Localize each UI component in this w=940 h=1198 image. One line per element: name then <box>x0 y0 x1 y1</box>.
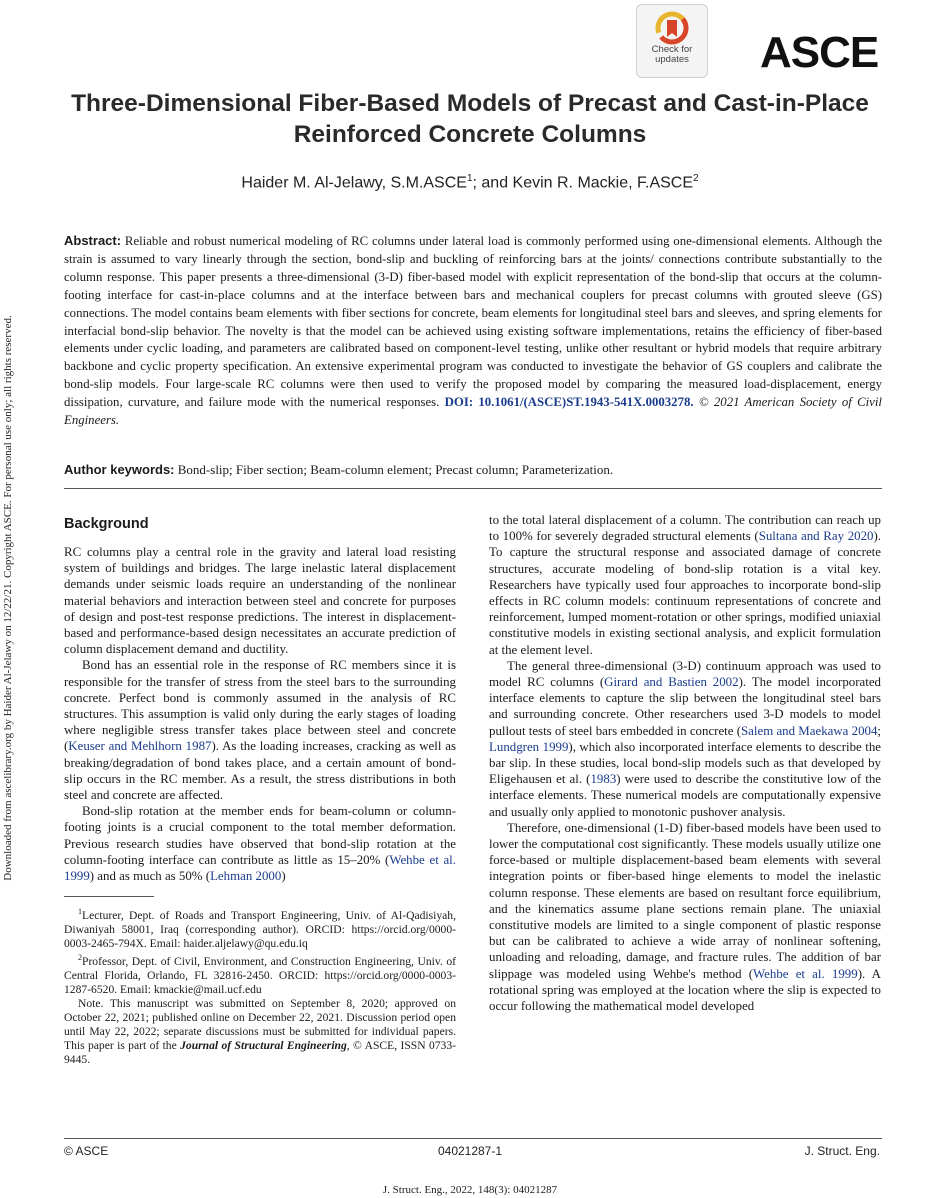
author-2: Kevin R. Mackie, F.ASCE <box>512 174 694 192</box>
divider <box>64 488 882 489</box>
author-1-sup: 1 <box>466 173 473 184</box>
asce-logo: ASCE <box>760 28 879 77</box>
citation-link[interactable]: Lehman 2000 <box>210 869 282 884</box>
citation-link[interactable]: Wehbe et al. 1999 <box>64 852 456 884</box>
paragraph <box>489 512 881 658</box>
paper-title: Three-Dimensional Fiber-Based Models of Precast and Cast-in-Place Reinforced Concrete Columns <box>71 90 869 148</box>
text: Bond-slip rotation at the member ends for beam-column or column-footing joints is a crucial component to the total member deformation. Previous research studies have observed that bond-slip rotation at the column-footing interface can contribute as little as 15–20% ( <box>64 804 456 867</box>
keywords-text: Bond-slip; Fiber section; Beam-column element; Precast column; Parameterization. <box>177 462 614 477</box>
abstract-text: Reliable and robust numerical modeling of RC columns under lateral load is commonly performed using one-dimensional elements. Although the strain is assumed to vary linearly through the section, bond-slip and buckling of reinforcing bars at the joints/ connections contribute substantially to the column response. This paper presents a three-dimensional (3-D) fiber-based model with explicit representation of the bond-slip that occurs at the column-footing interface for cast-in-place columns and at the interface between bars and mechanical couplers for precast columns with grouted sleeve (GS) connections. The model contains beam elements with fiber sections for concrete, beam elements for longitudinal steel bars and sleeves, and spring elements for interfacial bond-slip behavior. The novelty is that the model can be achieved using existing software implementations, retains the efficiency of fiber-based elements under cyclic loading, and parameters are calibrated based on component-level testing, unlike other resultant or hybrid models that require arbitrary backbone and cyclic property specification. An extensive experimental program was conducted to investigate the behavior of GS couplers and calibrate the bond-slip models. Four large-scale RC columns were then used to verify the proposed model by comparing the measured load-displacement, energy dissipation, curvature, and failure mode with the numerical responses. <box>64 234 883 410</box>
paragraph <box>64 657 456 803</box>
badge-line2: updates <box>655 54 689 65</box>
abstract-label: Abstract: <box>64 233 122 248</box>
footnote-2-sup: 2 <box>78 953 82 963</box>
paragraph <box>489 820 881 1014</box>
check-for-updates-badge[interactable] <box>636 4 708 78</box>
citation-link[interactable]: Sultana and Ray 2020 <box>758 529 874 544</box>
download-notice: Downloaded from ascelibrary.org by Haider Al-Jelawy on 12/22/21. Copyright ASCE. For personal use only; all rights reserved. <box>2 315 14 881</box>
citation-link[interactable]: Lundgren 1999 <box>489 739 569 754</box>
text: ) <box>281 869 286 884</box>
author-keywords <box>64 462 882 478</box>
journal-name: Journal of Structural Engineering <box>180 1038 347 1052</box>
author-separator: ; and <box>472 174 513 192</box>
author-1: Haider M. Al-Jelawy, S.M.ASCE <box>241 174 467 192</box>
citation-link[interactable]: Salem and Maekawa 2004 <box>741 723 878 738</box>
left-column <box>64 512 456 1067</box>
section-heading: Background <box>64 516 149 532</box>
text: ). The model incorporated interface elements to capture the slip between the longitudinal steel bars and surrounding concrete. Other researchers used 3-D models to model pullout tests of steel bars embedded in concrete ( <box>489 675 881 738</box>
footnote-divider <box>64 896 154 897</box>
citation-link[interactable]: Girard and Bastien 2002 <box>604 675 739 690</box>
paragraph <box>64 803 456 884</box>
text: ). A rotational spring was employed at the location where the slip is expected to occur following the mathematical model developed <box>489 966 881 1014</box>
footnote-2-text: Professor, Dept. of Civil, Environment, and Construction Engineering, Univ. of Central Florida, Orlando, FL 32816-2450. ORCID: https://orcid.org/0000-0003-1287-6520. Email: kmackie@mail.ucf.edu <box>64 954 456 996</box>
footnote-1 <box>64 905 456 951</box>
citation-footer: J. Struct. Eng., 2022, 148(3): 04021287 <box>382 1184 558 1196</box>
citation-link[interactable]: 1983 <box>590 772 617 787</box>
bookmark-ring-icon <box>655 11 689 45</box>
text: ). As the loading increases, cracking as well as breaking/degradation of bond takes place, and a certain amount of bond-slip occurs in the RC member. As a result, the stress distributions in both steel and concrete are affected. <box>64 739 456 803</box>
note-end: , © ASCE, ISSN 0733-9445. <box>64 1038 457 1066</box>
footer-page-id: 04021287-1 <box>437 1144 503 1158</box>
footnote-2 <box>64 951 456 997</box>
text: Therefore, one-dimensional (1-D) fiber-based models have been used to lower the computational cost significantly. These models usually utilize one force-based or multiple displacement-based beam elements with several integration points or fiber-based hinge elements to model the inelastic column response. These elements are based on resultant force equilibrium, and the kinematics assume plane sections remain plane. The uniaxial constitutive models are limited to a single component of plastic response but can be calibrated to achieve a wide array of nonlinear softening, unloading and reloading, damage, and fracture rules. The addition of bar slippage was modeled using Wehbe's method ( <box>489 820 881 981</box>
note-text: Note. This manuscript was submitted on September 8, 2020; approved on October 22, 2021; published online on December 22, 2021. Discussion period open until May 22, 2022; separate discussions must be submitted for individual papers. This paper is part of the <box>64 996 456 1052</box>
text: ) and as much as 50% ( <box>89 869 211 884</box>
author-line <box>60 173 880 192</box>
right-column <box>489 512 881 1014</box>
citation-link[interactable]: Keuser and Mehlhorn 1987 <box>68 739 212 754</box>
footnote-1-sup: 1 <box>78 907 82 917</box>
text: The general three-dimensional (3-D) continuum approach was used to model RC columns ( <box>489 658 881 690</box>
text: ), which also incorporated interface elements to describe the bar slip. In these studies, local bond-slip models such as that developed by Eligehausen et al. ( <box>489 739 881 787</box>
author-2-sup: 2 <box>693 173 699 184</box>
doi-link[interactable]: DOI: 10.1061/(ASCE)ST.1943-541X.0003278. <box>444 395 694 410</box>
text: Bond has an essential role in the response of RC members since it is responsible for the transfer of stress from the steel bars to the surrounding concrete. Perfect bond is commonly assumed in the analysis of RC structures. This assumption is valid only during the early stages of loading where negligible stress transfer takes place between steel and concrete ( <box>64 658 456 754</box>
abstract-copyright: © 2021 American Society of Civil Engineers. <box>64 395 882 428</box>
citation-link[interactable]: Wehbe et al. 1999 <box>753 966 858 981</box>
paragraph <box>489 658 881 820</box>
keywords-label: Author keywords: <box>64 462 175 477</box>
footer-journal: J. Struct. Eng. <box>804 1144 880 1158</box>
text: ) were used to describe the constitutive low of the interface elements. These numerical models are computationally expensive and usually only applied to monotonic pushover analysis. <box>489 772 881 819</box>
abstract <box>64 232 882 430</box>
footer-divider <box>64 1138 882 1139</box>
text: to the total lateral displacement of a column. The contribution can reach up to 100% for severely degraded structural elements ( <box>489 513 881 544</box>
badge-line1: Check for <box>651 44 693 55</box>
text: ). To capture the structural response and associated damage of concrete structures, accurate modeling of bond-slip rotation is a vital key. Researchers have typically used four approaches to incorporate bond-slip effects in RC column models: continuum representations of concrete and reinforcement, lumped moment-rotation or other springs, modified uniaxial constitutive models in existing sectional analysis, and explicit formulation at the element level. <box>489 529 881 657</box>
paragraph: RC columns play a central role in the gravity and lateral load resisting system of buildings and bridges. The large inelastic lateral displacement demands under seismic loads require an understanding of the nonlinear material behaviors and interaction between steel and concrete for purposes of design and post-test response predictions. The interest in displacement-based and performance-based design necessitates an accurate prediction of column displacement demand and ductility. <box>64 545 456 657</box>
footer-copyright: © ASCE <box>64 1144 109 1158</box>
manuscript-note <box>64 997 456 1067</box>
text: ; <box>877 723 881 738</box>
footnote-1-text: Lecturer, Dept. of Roads and Transport Engineering, Univ. of Al-Qadisiyah, Diwaniyah 58001, Iraq (corresponding author). ORCID: https://orcid.org/0000-0003-2465-794X. Email: haider.aljelawy@qu.edu.iq <box>64 909 456 951</box>
